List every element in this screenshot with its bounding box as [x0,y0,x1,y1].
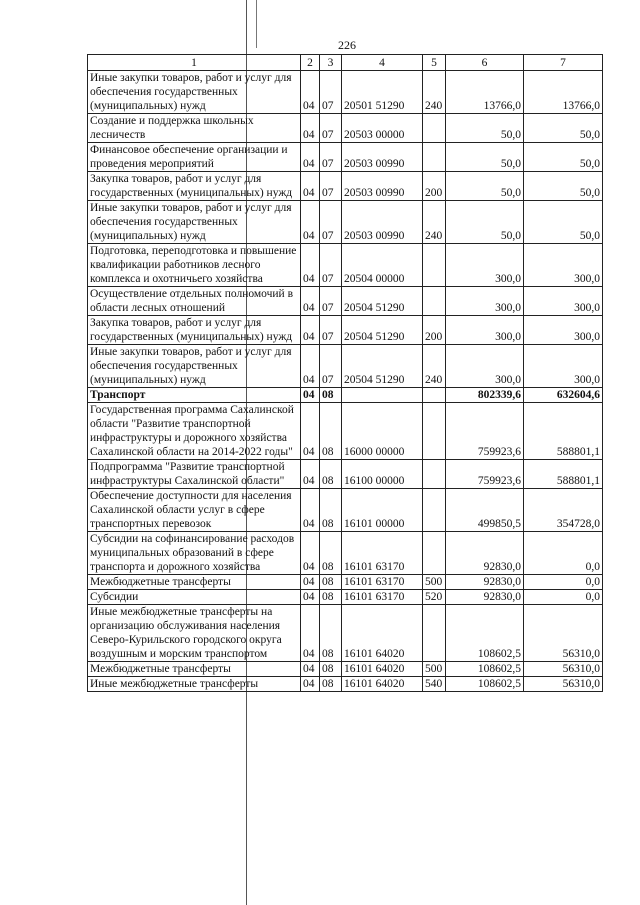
table-row [88,489,603,532]
amount-year-1-cell: 50,0 [446,143,524,172]
row-name-cell: Иные закупки товаров, работ и услуг для обеспечения государственных (муниципальных) нужд [88,201,301,244]
row-name-cell: Транспорт [88,388,301,403]
expense-type-cell [423,143,446,172]
subsection-code-cell: 08 [320,388,342,403]
row-name-cell: Государственная программа Сахалинской области "Развитие транспортной инфраструктуры и дорожного хозяйства Сахалинской области на 2014-2022 годы" [88,403,301,460]
column-header: 2 [301,55,320,71]
expense-type-cell [423,532,446,575]
row-name-cell: Межбюджетные трансферты [88,575,301,590]
row-name-cell: Иные закупки товаров, работ и услуг для обеспечения государственных (муниципальных) нужд [88,71,301,114]
table-header-row [88,55,603,71]
subsection-code-cell: 08 [320,460,342,489]
section-code-cell: 04 [301,403,320,460]
amount-year-1-cell: 108602,5 [446,662,524,677]
column-header: 7 [524,55,603,71]
amount-year-2-cell: 13766,0 [524,71,603,114]
amount-year-1-cell: 92830,0 [446,590,524,605]
amount-year-2-cell: 50,0 [524,143,603,172]
subsection-code-cell: 08 [320,403,342,460]
section-code-cell: 04 [301,460,320,489]
row-name-cell: Иные закупки товаров, работ и услуг для обеспечения государственных (муниципальных) нужд [88,345,301,388]
amount-year-1-cell: 759923,6 [446,460,524,489]
amount-year-2-cell: 0,0 [524,590,603,605]
target-article-cell: 20503 00990 [342,143,423,172]
section-code-cell: 04 [301,605,320,662]
subsection-code-cell: 08 [320,532,342,575]
amount-year-2-cell: 50,0 [524,172,603,201]
row-name-cell: Закупка товаров, работ и услуг для государственных (муниципальных) нужд [88,172,301,201]
amount-year-2-cell: 300,0 [524,244,603,287]
target-article-cell: 16101 63170 [342,575,423,590]
target-article-cell: 16100 00000 [342,460,423,489]
amount-year-1-cell: 499850,5 [446,489,524,532]
row-name-cell: Иные межбюджетные трансферты [88,677,301,692]
expense-type-cell: 200 [423,172,446,201]
amount-year-1-cell: 108602,5 [446,677,524,692]
section-code-cell: 04 [301,201,320,244]
target-article-cell: 16101 64020 [342,605,423,662]
section-code-cell: 04 [301,172,320,201]
table-row [88,244,603,287]
target-article-cell: 16101 64020 [342,677,423,692]
expense-type-cell [423,114,446,143]
subsection-code-cell: 07 [320,345,342,388]
column-header: 5 [423,55,446,71]
amount-year-2-cell: 588801,1 [524,403,603,460]
amount-year-1-cell: 300,0 [446,287,524,316]
amount-year-2-cell: 50,0 [524,201,603,244]
table-row [88,532,603,575]
target-article-cell: 16101 63170 [342,590,423,605]
table-row [88,316,603,345]
amount-year-2-cell: 300,0 [524,345,603,388]
subsection-code-cell: 08 [320,575,342,590]
section-code-cell: 04 [301,345,320,388]
target-article-cell: 16000 00000 [342,403,423,460]
target-article-cell: 20504 51290 [342,316,423,345]
column-header: 3 [320,55,342,71]
expense-type-cell: 240 [423,345,446,388]
section-code-cell: 04 [301,532,320,575]
row-name-cell: Межбюджетные трансферты [88,662,301,677]
row-name-cell: Субсидии [88,590,301,605]
section-code-cell: 04 [301,114,320,143]
table-row [88,662,603,677]
target-article-cell: 20504 51290 [342,345,423,388]
expense-type-cell [423,489,446,532]
expense-type-cell: 540 [423,677,446,692]
section-code-cell: 04 [301,71,320,114]
section-code-cell: 04 [301,489,320,532]
target-article-cell: 20503 00000 [342,114,423,143]
amount-year-1-cell: 108602,5 [446,605,524,662]
table-row [88,345,603,388]
row-name-cell: Субсидии на софинансирование расходов муниципальных образований в сфере транспорта и дорожного хозяйства [88,532,301,575]
amount-year-2-cell: 0,0 [524,575,603,590]
budget-table [87,54,603,692]
amount-year-2-cell: 588801,1 [524,460,603,489]
expense-type-cell: 500 [423,662,446,677]
table-row [88,388,603,403]
column-header: 6 [446,55,524,71]
amount-year-2-cell: 300,0 [524,316,603,345]
row-name-cell: Иные межбюджетные трансферты на организацию обслуживания населения Северо-Курильского городского округа воздушным и морским транспортом [88,605,301,662]
table-row [88,403,603,460]
expense-type-cell [423,388,446,403]
table-row [88,114,603,143]
amount-year-1-cell: 802339,6 [446,388,524,403]
expense-type-cell [423,460,446,489]
table-row [88,460,603,489]
section-code-cell: 04 [301,244,320,287]
amount-year-2-cell: 56310,0 [524,677,603,692]
subsection-code-cell: 07 [320,201,342,244]
row-name-cell: Финансовое обеспечение организации и проведения мероприятий [88,143,301,172]
expense-type-cell [423,605,446,662]
section-code-cell: 04 [301,677,320,692]
expense-type-cell [423,244,446,287]
amount-year-1-cell: 92830,0 [446,532,524,575]
section-code-cell: 04 [301,662,320,677]
expense-type-cell [423,287,446,316]
amount-year-1-cell: 300,0 [446,316,524,345]
target-article-cell: 20503 00990 [342,172,423,201]
target-article-cell [342,388,423,403]
table-row [88,201,603,244]
table-row [88,71,603,114]
expense-type-cell: 500 [423,575,446,590]
target-article-cell: 20501 51290 [342,71,423,114]
section-code-cell: 04 [301,388,320,403]
amount-year-2-cell: 56310,0 [524,605,603,662]
table-row [88,575,603,590]
subsection-code-cell: 08 [320,590,342,605]
table-row [88,590,603,605]
table-row [88,143,603,172]
target-article-cell: 16101 63170 [342,532,423,575]
target-article-cell: 16101 00000 [342,489,423,532]
table-row [88,172,603,201]
section-code-cell: 04 [301,590,320,605]
expense-type-cell: 240 [423,201,446,244]
amount-year-2-cell: 632604,6 [524,388,603,403]
section-code-cell: 04 [301,143,320,172]
amount-year-1-cell: 92830,0 [446,575,524,590]
row-name-cell: Создание и поддержка школьных лесничеств [88,114,301,143]
column-header: 4 [342,55,423,71]
subsection-code-cell: 07 [320,316,342,345]
expense-type-cell: 200 [423,316,446,345]
subsection-code-cell: 08 [320,605,342,662]
table-row [88,605,603,662]
subsection-code-cell: 07 [320,114,342,143]
expense-type-cell: 240 [423,71,446,114]
amount-year-1-cell: 50,0 [446,172,524,201]
amount-year-1-cell: 50,0 [446,201,524,244]
amount-year-1-cell: 50,0 [446,114,524,143]
row-name-cell: Осуществление отдельных полномочий в области лесных отношений [88,287,301,316]
section-code-cell: 04 [301,575,320,590]
column-header: 1 [88,55,301,71]
amount-year-1-cell: 13766,0 [446,71,524,114]
target-article-cell: 20504 00000 [342,244,423,287]
amount-year-2-cell: 300,0 [524,287,603,316]
target-article-cell: 20504 51290 [342,287,423,316]
subsection-code-cell: 07 [320,172,342,201]
subsection-code-cell: 08 [320,662,342,677]
subsection-code-cell: 08 [320,677,342,692]
subsection-code-cell: 07 [320,287,342,316]
amount-year-2-cell: 50,0 [524,114,603,143]
section-code-cell: 04 [301,287,320,316]
row-name-cell: Обеспечение доступности для населения Сахалинской области услуг в сфере транспортных перевозок [88,489,301,532]
target-article-cell: 20503 00990 [342,201,423,244]
amount-year-2-cell: 0,0 [524,532,603,575]
expense-type-cell [423,403,446,460]
amount-year-1-cell: 759923,6 [446,403,524,460]
row-name-cell: Подпрограмма "Развитие транспортной инфраструктуры Сахалинской области" [88,460,301,489]
row-name-cell: Подготовка, переподготовка и повышение квалификации работников лесного комплекса и охотничьего хозяйства [88,244,301,287]
subsection-code-cell: 07 [320,143,342,172]
table-row [88,287,603,316]
amount-year-1-cell: 300,0 [446,345,524,388]
target-article-cell: 16101 64020 [342,662,423,677]
amount-year-2-cell: 354728,0 [524,489,603,532]
amount-year-2-cell: 56310,0 [524,662,603,677]
subsection-code-cell: 08 [320,489,342,532]
table-row [88,677,603,692]
section-code-cell: 04 [301,316,320,345]
page-number: 226 [338,38,356,52]
subsection-code-cell: 07 [320,244,342,287]
subsection-code-cell: 07 [320,71,342,114]
amount-year-1-cell: 300,0 [446,244,524,287]
expense-type-cell: 520 [423,590,446,605]
row-name-cell: Закупка товаров, работ и услуг для государственных (муниципальных) нужд [88,316,301,345]
